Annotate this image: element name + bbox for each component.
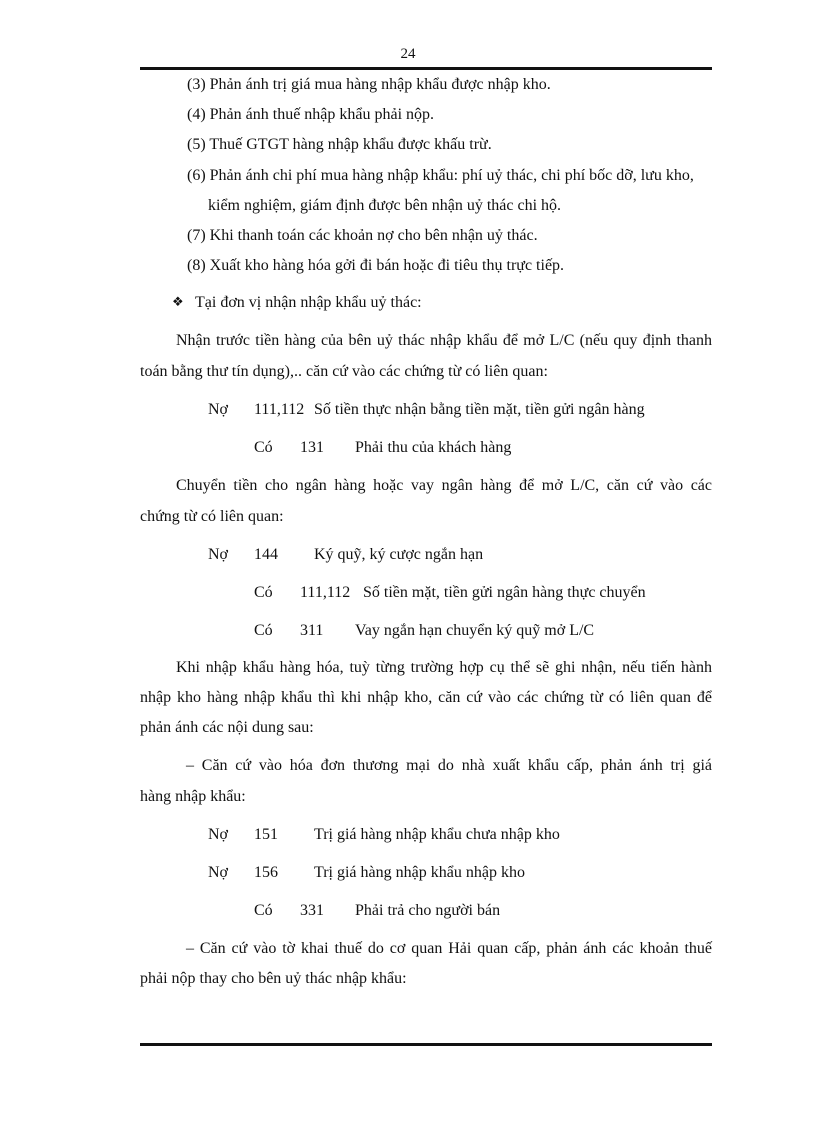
debit-label: Nợ (208, 864, 229, 881)
account-number: 331 (300, 902, 324, 919)
entry-description: Ký quỹ, ký cược ngắn hạn (314, 546, 484, 563)
dash-item-line: – Căn cứ vào tờ khai thuế do cơ quan Hải quan cấp, phản ánh các khoản thuế (186, 940, 712, 957)
list-item: (6) Phản ánh chi phí mua hàng nhập khẩu: phí uỷ thác, chi phí bốc dỡ, lưu kho, (187, 167, 694, 184)
account-number: 111,112 (300, 584, 351, 601)
list-item: (8) Xuất kho hàng hóa gởi đi bán hoặc đi tiêu thụ trực tiếp. (187, 257, 565, 274)
account-number: 131 (300, 439, 324, 456)
list-item-continuation: kiểm nghiệm, giám định được bên nhận uỷ thác chi hộ. (208, 197, 562, 214)
paragraph-line: nhập kho hàng nhập khẩu thì khi nhập kho, căn cứ vào các chứng từ có liên quan để (140, 689, 712, 706)
page-number: 24 (400, 46, 416, 62)
list-item: (7) Khi thanh toán các khoản nợ cho bên nhận uỷ thác. (187, 227, 538, 244)
account-number: 144 (254, 546, 278, 563)
paragraph-line: phản ánh các nội dung sau: (140, 719, 314, 736)
credit-label: Có (254, 902, 273, 919)
header-rule (140, 67, 712, 70)
credit-label: Có (254, 439, 273, 456)
dash-item-line: hàng nhập khẩu: (140, 788, 246, 805)
debit-label: Nợ (208, 401, 229, 418)
dash-item-line: phải nộp thay cho bên uỷ thác nhập khẩu: (140, 970, 407, 987)
paragraph-line: Khi nhập khẩu hàng hóa, tuỳ từng trường hợp cụ thể sẽ ghi nhận, nếu tiến hành (176, 659, 712, 676)
entry-description: Trị giá hàng nhập khẩu nhập kho (314, 864, 525, 881)
paragraph-line: Nhận trước tiền hàng của bên uỷ thác nhập khẩu để mở L/C (nếu quy định thanh (176, 332, 712, 349)
debit-label: Nợ (208, 546, 229, 563)
entry-description: Vay ngắn hạn chuyển ký quỹ mở L/C (355, 622, 595, 639)
dash-item-line: – Căn cứ vào hóa đơn thương mại do nhà xuất khẩu cấp, phản ánh trị giá (186, 757, 712, 774)
diamond-bullet-icon: ❖ (172, 294, 184, 309)
entry-description: Phải thu của khách hàng (355, 439, 512, 456)
account-number: 151 (254, 826, 278, 843)
entry-description: Số tiền thực nhận bằng tiền mặt, tiền gửi ngân hàng (314, 401, 645, 418)
list-item: (4) Phản ánh thuế nhập khẩu phải nộp. (187, 106, 435, 123)
list-item: (3) Phản ánh trị giá mua hàng nhập khẩu được nhập kho. (187, 76, 551, 93)
account-number: 311 (300, 622, 324, 639)
footer-rule (140, 1043, 712, 1046)
paragraph-line: toán bằng thư tín dụng),.. căn cứ vào các chứng từ có liên quan: (140, 363, 548, 380)
entry-description: Phải trả cho người bán (355, 902, 501, 919)
account-number: 156 (254, 864, 278, 881)
section-heading: Tại đơn vị nhận nhập khẩu uỷ thác: (195, 294, 422, 311)
paragraph-line: chứng từ có liên quan: (140, 508, 284, 525)
debit-label: Nợ (208, 826, 229, 843)
credit-label: Có (254, 622, 273, 639)
account-number: 111,112 (254, 401, 305, 418)
entry-description: Trị giá hàng nhập khẩu chưa nhập kho (314, 826, 560, 843)
paragraph-line: Chuyển tiền cho ngân hàng hoặc vay ngân hàng để mở L/C, căn cứ vào các (176, 477, 712, 494)
entry-description: Số tiền mặt, tiền gửi ngân hàng thực chuyển (363, 584, 646, 601)
list-item: (5) Thuế GTGT hàng nhập khẩu được khấu trừ. (187, 136, 492, 153)
credit-label: Có (254, 584, 273, 601)
